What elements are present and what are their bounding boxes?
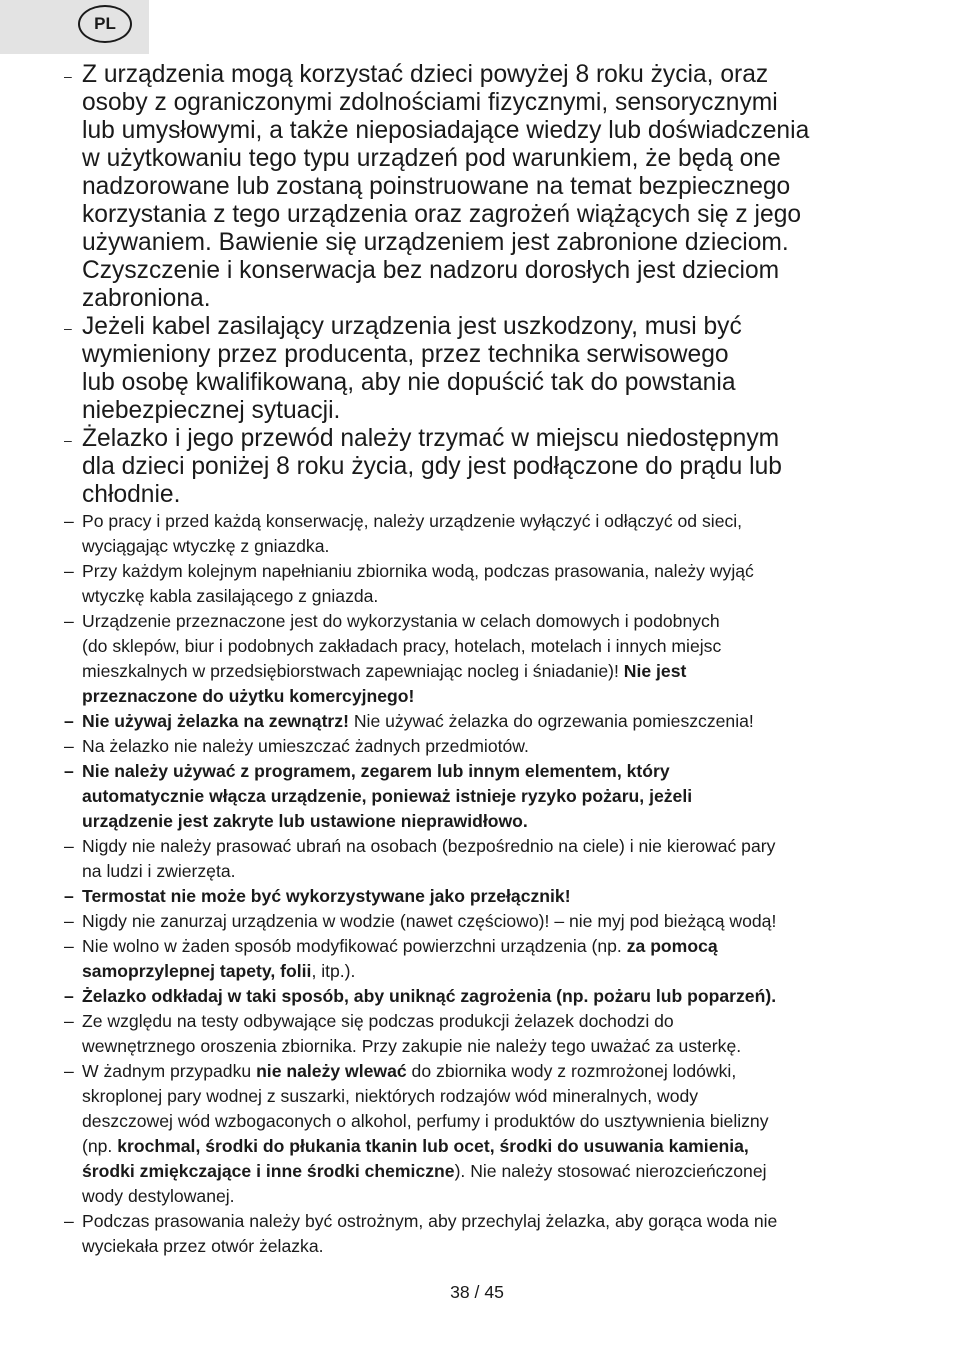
text: , itp.). — [311, 961, 356, 981]
instruction-item — [64, 909, 896, 934]
text: Czyszczenie i konserwacja bez nadzoru dorosłych jest dzieciom — [82, 257, 780, 284]
text: deszczowej wód wzbogaconych o alkohol, perfumy i produktów do usztywnienia bielizny — [82, 1111, 769, 1131]
instruction-line — [82, 313, 896, 341]
bullet-dash: – — [64, 911, 74, 931]
instruction-line — [82, 257, 896, 285]
instruction-line — [82, 884, 896, 909]
instruction-line — [82, 784, 896, 809]
instruction-item — [64, 509, 896, 559]
instruction-line — [82, 1159, 896, 1184]
instruction-line — [82, 425, 896, 453]
instruction-item — [64, 1059, 896, 1209]
bold-text: Nie używaj żelazka na zewnątrz! — [82, 711, 349, 731]
instruction-line — [82, 984, 896, 1009]
instruction-item — [64, 984, 896, 1009]
page-number: 38 / 45 — [450, 1282, 504, 1302]
bullet-dash: – — [64, 711, 74, 731]
text: wody destylowanej. — [82, 1186, 235, 1206]
bullet-dash: – — [64, 561, 74, 581]
instruction-line — [82, 509, 896, 534]
instruction-item — [64, 759, 896, 834]
language-tab — [0, 0, 149, 54]
instruction-line — [82, 834, 896, 859]
bold-text: Nie należy używać z programem, zegarem lub innym elementem, który — [82, 761, 670, 781]
bullet-dash: – — [64, 986, 74, 1006]
instruction-item — [64, 313, 896, 425]
text: Jeżeli kabel zasilający urządzenia jest uszkodzony, musi być — [82, 313, 742, 340]
text: niebezpiecznej sytuacji. — [82, 397, 341, 424]
instruction-line — [82, 1009, 896, 1034]
instruction-item — [64, 609, 896, 709]
instruction-line — [82, 859, 896, 884]
instruction-line — [82, 909, 896, 934]
text: ). Nie należy stosować nierozcieńczonej — [454, 1161, 767, 1181]
instruction-line — [82, 659, 896, 684]
instruction-line — [82, 709, 896, 734]
text: zabroniona. — [82, 285, 211, 312]
text: Nigdy nie zanurzaj urządzenia w wodzie (nawet częściowo)! – nie myj pod bieżącą wodą! — [82, 911, 777, 931]
instruction-item — [64, 834, 896, 884]
instruction-line — [82, 609, 896, 634]
text: Z urządzenia mogą korzystać dzieci powyżej 8 roku życia, oraz — [82, 61, 769, 88]
bullet-dash: – — [64, 836, 74, 856]
instruction-line — [82, 1109, 896, 1134]
instruction-item — [64, 559, 896, 609]
text: wyciągając wtyczkę z gniazdka. — [82, 536, 330, 556]
instruction-line — [82, 759, 896, 784]
bold-text: przeznaczone do użytku komercyjnego! — [82, 686, 415, 706]
text: (np. — [82, 1136, 118, 1156]
bold-text: Żelazko odkładaj w taki sposób, aby uniknąć zagrożenia (np. pożaru lub poparzeń). — [82, 986, 777, 1006]
text: chłodnie. — [82, 481, 181, 508]
instruction-line — [82, 1134, 896, 1159]
instruction-line — [82, 934, 896, 959]
text: Na żelazko nie należy umieszczać żadnych przedmiotów. — [82, 736, 529, 756]
bold-text: krochmal, środki do płukania tkanin lub ocet, środki do usuwania kamienia, — [117, 1136, 749, 1156]
instruction-line — [82, 1234, 896, 1259]
bold-text: nie należy wlewać — [256, 1061, 407, 1081]
instruction-line — [82, 145, 896, 173]
text: lub umysłowymi, a także nieposiadające wiedzy lub doświadczenia — [82, 117, 810, 144]
instruction-line — [82, 959, 896, 984]
instruction-line — [82, 341, 896, 369]
text: W żadnym przypadku — [82, 1061, 257, 1081]
instruction-item — [64, 425, 896, 509]
text: Urządzenie przeznaczone jest do wykorzystania w celach domowych i podobnych — [82, 611, 720, 631]
instruction-line — [82, 285, 896, 313]
text: korzystania z tego urządzenia oraz zagrożeń wiążących się z jego — [82, 201, 802, 228]
instruction-line — [82, 117, 896, 145]
bold-text: za pomocą — [626, 936, 718, 956]
instruction-line — [82, 1184, 896, 1209]
bullet-dash: – — [64, 761, 74, 781]
instruction-line — [82, 559, 896, 584]
bullet-dash: – — [64, 320, 72, 336]
instruction-line — [82, 397, 896, 425]
text: Nie wolno w żaden sposób modyfikować powierzchni urządzenia (np. — [82, 936, 627, 956]
text: na ludzi i zwierzęta. — [82, 861, 236, 881]
instruction-line — [82, 1209, 896, 1234]
instruction-line — [82, 369, 896, 397]
instruction-line — [82, 1059, 896, 1084]
text: Żelazko i jego przewód należy trzymać w miejscu niedostępnym — [82, 425, 780, 452]
text: w użytkowaniu tego typu urządzeń pod warunkiem, że będą one — [82, 145, 781, 172]
bold-text: Termostat nie może być wykorzystywane jako przełącznik! — [82, 886, 571, 906]
instruction-line — [82, 453, 896, 481]
instruction-line — [82, 173, 896, 201]
text: dla dzieci poniżej 8 roku życia, gdy jest podłączone do prądu lub — [82, 453, 782, 480]
bullet-dash: – — [64, 736, 74, 756]
instruction-line — [82, 1034, 896, 1059]
bullet-dash: – — [64, 1211, 74, 1231]
bold-text: środki zmiękczające i inne środki chemiczne — [82, 1161, 455, 1181]
text: Ze względu na testy odbywające się podczas produkcji żelazek dochodzi do — [82, 1011, 674, 1031]
text: nadzorowane lub zostaną poinstruowane na temat bezpiecznego — [82, 173, 791, 200]
text: Podczas prasowania należy być ostrożnym, aby przechylaj żelazka, aby gorąca woda nie — [82, 1211, 778, 1231]
instruction-line — [82, 481, 896, 509]
bullet-dash: – — [64, 886, 74, 906]
language-badge: PL — [78, 5, 132, 43]
bullet-dash: – — [64, 432, 72, 448]
instruction-line — [82, 634, 896, 659]
bold-text: Nie jest — [623, 661, 687, 681]
text: (do sklepów, biur i podobnych zakładach pracy, hotelach, motelach i innych miejsc — [82, 636, 722, 656]
text: wtyczkę kabla zasilającego z gniazda. — [82, 586, 379, 606]
instruction-line — [82, 201, 896, 229]
bold-text: samoprzylepnej tapety, folii — [82, 961, 312, 981]
instruction-item — [64, 61, 896, 313]
instruction-item — [64, 934, 896, 984]
text: lub osobę kwalifikowaną, aby nie dopuścić tak do powstania — [82, 369, 736, 396]
instruction-line — [82, 734, 896, 759]
bullet-dash: – — [64, 1011, 74, 1031]
instruction-line — [82, 229, 896, 257]
text: skroplonej pary wodnej z suszarki, niektórych rodzajów wód mineralnych, wody — [82, 1086, 699, 1106]
bold-text: urządzenie jest zakryte lub ustawione nieprawidłowo. — [82, 811, 528, 831]
text: do zbiornika wody z rozmrożonej lodówki, — [406, 1061, 737, 1081]
instruction-line — [82, 89, 896, 117]
instruction-item — [64, 1009, 896, 1059]
text: wewnętrznego oroszenia zbiornika. Przy zakupie nie należy tego uważać za usterkę. — [82, 1036, 742, 1056]
bold-text: automatycznie włącza urządzenie, ponieważ istnieje ryzyko pożaru, jeżeli — [82, 786, 693, 806]
bullet-dash: – — [64, 68, 72, 84]
text: Po pracy i przed każdą konserwację, należy urządzenie wyłączyć i odłączyć od sieci, — [82, 511, 743, 531]
text: wymieniony przez producenta, przez technika serwisowego — [82, 341, 729, 368]
text: używaniem. Bawienie się urządzeniem jest zabronione dzieciom. — [82, 229, 789, 256]
safety-instructions-list — [64, 61, 896, 1259]
text: Przy każdym kolejnym napełnianiu zbiornika wodą, podczas prasowania, należy wyjąć — [82, 561, 754, 581]
text: osoby z ograniczonymi zdolnościami fizycznymi, sensorycznymi — [82, 89, 778, 116]
instruction-item — [64, 734, 896, 759]
instruction-line — [82, 61, 896, 89]
instruction-line — [82, 584, 896, 609]
bullet-dash: – — [64, 611, 74, 631]
text: Nigdy nie należy prasować ubrań na osobach (bezpośrednio na ciele) i nie kierować pary — [82, 836, 776, 856]
instruction-item — [64, 709, 896, 734]
instruction-item — [64, 1209, 896, 1259]
instruction-line — [82, 1084, 896, 1109]
instruction-line — [82, 809, 896, 834]
instruction-line — [82, 684, 896, 709]
text: wyciekała przez otwór żelazka. — [82, 1236, 324, 1256]
instruction-item — [64, 884, 896, 909]
bullet-dash: – — [64, 936, 74, 956]
text: mieszkalnych w przedsiębiorstwach zapewniając nocleg i śniadanie)! — [82, 661, 624, 681]
bullet-dash: – — [64, 511, 74, 531]
bullet-dash: – — [64, 1061, 74, 1081]
text: Nie używać żelazka do ogrzewania pomieszczenia! — [348, 711, 754, 731]
instruction-line — [82, 534, 896, 559]
